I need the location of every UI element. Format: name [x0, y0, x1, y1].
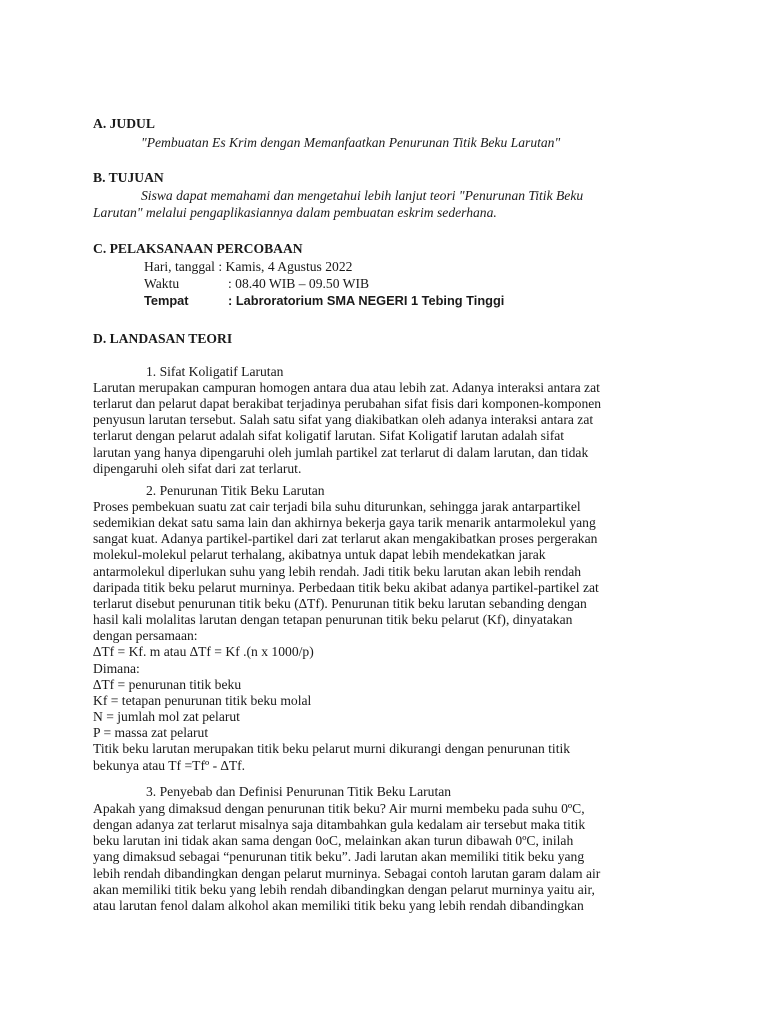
paragraph-penyebab-definisi [93, 801, 665, 914]
text-line: akan memiliki titik beku yang lebih rendah dibandingkan dengan pelarut murninya yaitu air, [93, 881, 595, 897]
tujuan-line-2: Larutan" melalui pengaplikasiannya dalam pembuatan eskrim sederhana. [93, 205, 497, 220]
formula-line: ∆Tf = Kf. m atau ∆Tf = Kf .(n x 1000/p) [93, 644, 314, 660]
definition-line: P = massa zat pelarut [93, 725, 209, 741]
text-line: terlarut dengan pelarut adalah sifat koligatif larutan. Sifat Koligatif larutan adalah sifat [93, 428, 565, 444]
text-line: lebih rendah dibandingkan dengan pelarut murninya. Sebagai contoh larutan garam dalam air [93, 865, 601, 881]
heading-landasan-teori: D. LANDASAN TEORI [93, 331, 233, 346]
tempat-value: : Labroratorium SMA NEGERI 1 Tebing Tinggi [228, 293, 505, 308]
text-line: Proses pembekuan suatu zat cair terjadi bila suhu diturunkan, sehingga jarak antarpartikel [93, 499, 581, 514]
text-line: hasil kali molalitas larutan dengan tetapan penurunan titik beku pelarut (Kf), dinyatakan [93, 612, 573, 628]
judul-title: "Pembuatan Es Krim dengan Memanfaatkan Penurunan Titik Beku Larutan" [141, 135, 561, 150]
text-line: Apakah yang dimaksud dengan penurunan titik beku? Air murni membeku pada suhu 0ºC, [93, 801, 585, 816]
definition-line: Kf = tetapan penurunan titik beku molal [93, 692, 312, 708]
tujuan-line-1: Siswa dapat memahami dan mengetahui lebih lanjut teori "Penurunan Titik Beku [141, 188, 584, 203]
text-line: penyusun larutan tersebut. Salah satu sifat yang diakibatkan oleh adanya interaksi antara zat [93, 412, 594, 428]
text-line: antarmolekul diperlukan suhu yang lebih rendah. Jadi titik beku larutan akan lebih rendah [93, 563, 582, 579]
heading-judul: A. JUDUL [93, 116, 155, 131]
waktu-value: : 08.40 WIB – 09.50 WIB [228, 276, 370, 291]
text-line: dengan persamaan: [93, 628, 198, 644]
text-line: Titik beku larutan merupakan titik beku pelarut murni dikurangi dengan penurunan titik [93, 741, 571, 757]
text-line: daripada titik beku pelarut murninya. Perbedaan titik beku akibat adanya partikel-partikel zat [93, 579, 599, 595]
text-line: sedemikian dekat satu sama lain dan akhirnya bekerja gaya tarik menarik antarmolekul yang [93, 515, 596, 531]
text-line: dipengaruhi oleh sifat dari zat terlarut. [93, 460, 302, 476]
text-line: yang dimaksud sebagai “penurunan titik beku”. Jadi larutan akan memiliki titik beku yang [93, 849, 585, 865]
text-line: terlarut dan pelarut dapat berakibat terjadinya perubahan sifat fisis dari komponen-komponen [93, 396, 602, 412]
text-line: Dimana: [93, 660, 140, 676]
text-line: atau larutan fenol dalam alkohol akan memiliki titik beku yang lebih rendah dibandingkan [93, 897, 584, 913]
text-line: molekul-molekul pelarut terhalang, akibatnya untuk dapat lebih mendekatkan jarak [93, 547, 546, 563]
subheading-penyebab-definisi: 3. Penyebab dan Definisi Penurunan Titik Beku Larutan [146, 784, 452, 799]
tempat-label: Tempat [144, 293, 189, 308]
text-line: larutan yang hanya dipengaruhi oleh jumlah partikel zat terlarut di dalam larutan, dan tidak [93, 444, 589, 460]
waktu-label: Waktu [144, 276, 180, 291]
text-line: sangat kuat. Adanya partikel-partikel dari zat terlarut akan mengakibatkan proses pergerakan [93, 531, 598, 547]
subheading-sifat-koligatif: 1. Sifat Koligatif Larutan [146, 364, 284, 379]
text-line: terlarut disebut penurunan titik beku (∆Tf). Penurunan titik beku larutan sebanding dengan [93, 595, 587, 611]
text-line: beku larutan ini tidak akan sama dengan 0oC, melainkan akan turun dibawah 0ºC, inilah [93, 833, 574, 849]
text-line: dengan adanya zat terlarut misalnya saja ditambahkan gula kedalam air tersebut maka titik [93, 817, 586, 833]
text-line: bekunya atau Tf =Tfº - ∆Tf. [93, 757, 246, 773]
definition-line: N = jumlah mol zat pelarut [93, 709, 240, 725]
heading-tujuan: B. TUJUAN [93, 170, 164, 185]
hari-tanggal: Hari, tanggal : Kamis, 4 Agustus 2022 [144, 259, 353, 274]
paragraph-penurunan-titik-beku [93, 499, 665, 774]
paragraph-sifat-koligatif [93, 380, 665, 477]
definition-line: ∆Tf = penurunan titik beku [93, 676, 242, 692]
text-line: Larutan merupakan campuran homogen antara dua atau lebih zat. Adanya interaksi antara zat [93, 380, 600, 395]
subheading-penurunan-titik-beku: 2. Penurunan Titik Beku Larutan [146, 483, 325, 498]
heading-pelaksanaan: C. PELAKSANAAN PERCOBAAN [93, 241, 303, 256]
